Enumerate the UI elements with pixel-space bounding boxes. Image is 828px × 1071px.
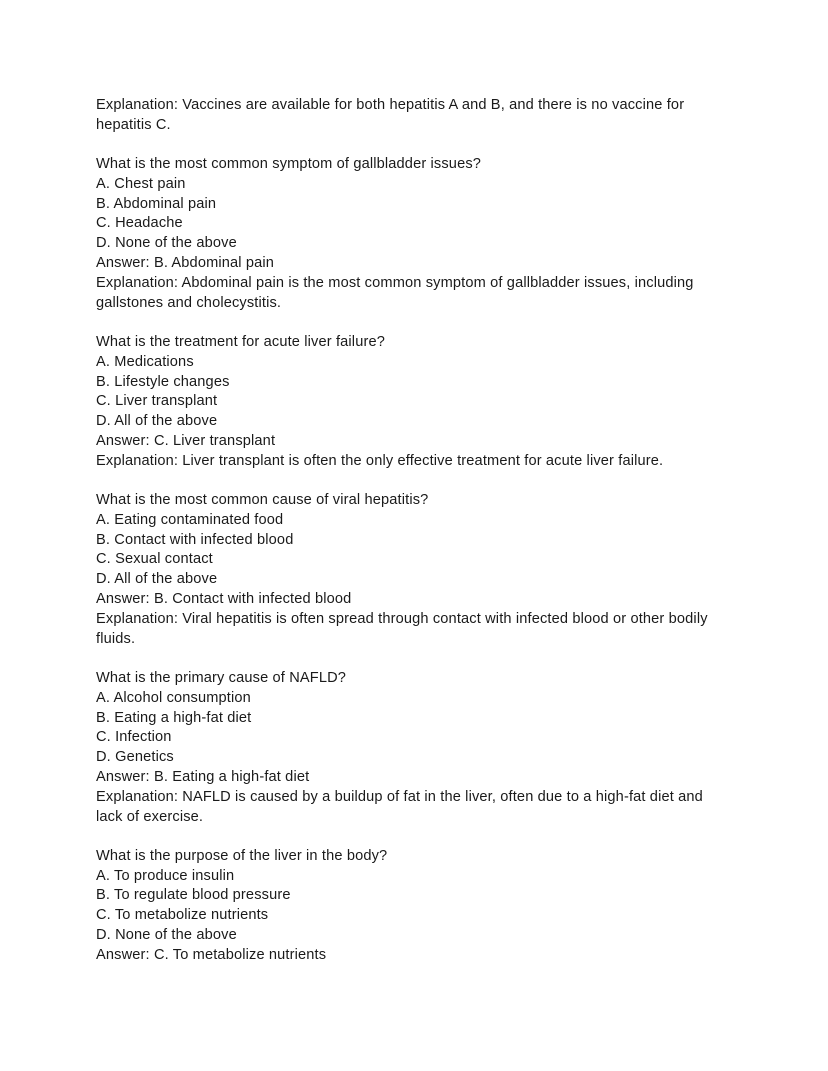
text-line: What is the most common cause of viral hepatitis? bbox=[96, 492, 429, 509]
text-line: D. None of the above bbox=[96, 235, 237, 252]
text-line: Explanation: Viral hepatitis is often spread through contact with infected blood or other bodily fluids. bbox=[96, 610, 708, 647]
text-line: A. Chest pain bbox=[96, 175, 186, 192]
text-line: A. Medications bbox=[96, 353, 194, 370]
text-line: A. Alcohol consumption bbox=[96, 689, 251, 706]
text-line: Answer: B. Eating a high-fat diet bbox=[96, 768, 310, 785]
text-line: Answer: B. Abdominal pain bbox=[96, 255, 275, 272]
text-line: C. Sexual contact bbox=[96, 551, 213, 568]
text-line: D. All of the above bbox=[96, 571, 218, 588]
text-line: What is the most common symptom of gallbladder issues? bbox=[96, 156, 482, 173]
explanation-hepatitis-vaccine bbox=[96, 96, 716, 136]
text-line: D. All of the above bbox=[96, 413, 218, 430]
text-line: Explanation: Liver transplant is often the only effective treatment for acute liver failure. bbox=[96, 452, 664, 469]
text-line: What is the purpose of the liver in the body? bbox=[96, 847, 388, 864]
text-line: What is the treatment for acute liver failure? bbox=[96, 333, 385, 350]
text-line: C. Headache bbox=[96, 215, 183, 232]
text-line: Explanation: Abdominal pain is the most common symptom of gallbladder issues, including gallstones and cholecystitis. bbox=[96, 274, 694, 311]
question-gallbladder-symptom bbox=[96, 155, 716, 313]
text-line: A. Eating contaminated food bbox=[96, 511, 284, 528]
question-liver-purpose bbox=[96, 847, 716, 966]
question-nafld-cause bbox=[96, 669, 716, 827]
text-line: Explanation: NAFLD is caused by a buildup of fat in the liver, often due to a high-fat diet and lack of exercise. bbox=[96, 788, 703, 825]
text-line: What is the primary cause of NAFLD? bbox=[96, 669, 347, 686]
text-line: C. Liver transplant bbox=[96, 393, 218, 410]
text-line: B. Contact with infected blood bbox=[96, 531, 294, 548]
text-line: C. Infection bbox=[96, 729, 172, 746]
text-line: Answer: B. Contact with infected blood bbox=[96, 591, 352, 608]
text-line: B. Abdominal pain bbox=[96, 195, 217, 212]
text-line: D. Genetics bbox=[96, 749, 174, 766]
text-line: C. To metabolize nutrients bbox=[96, 907, 269, 924]
text-line: B. Lifestyle changes bbox=[96, 373, 230, 390]
text-line: A. To produce insulin bbox=[96, 867, 235, 884]
text-line: Explanation: Vaccines are available for both hepatitis A and B, and there is no vaccine for hepatitis C. bbox=[96, 97, 685, 133]
text-line: B. To regulate blood pressure bbox=[96, 887, 291, 904]
document-text-body bbox=[96, 96, 716, 966]
text-line: Answer: C. Liver transplant bbox=[96, 432, 276, 449]
text-line: Answer: C. To metabolize nutrients bbox=[96, 946, 327, 963]
text-line: B. Eating a high-fat diet bbox=[96, 709, 252, 726]
question-acute-liver-failure-treatment bbox=[96, 333, 716, 472]
question-viral-hepatitis-cause bbox=[96, 491, 716, 649]
text-line: D. None of the above bbox=[96, 926, 237, 943]
